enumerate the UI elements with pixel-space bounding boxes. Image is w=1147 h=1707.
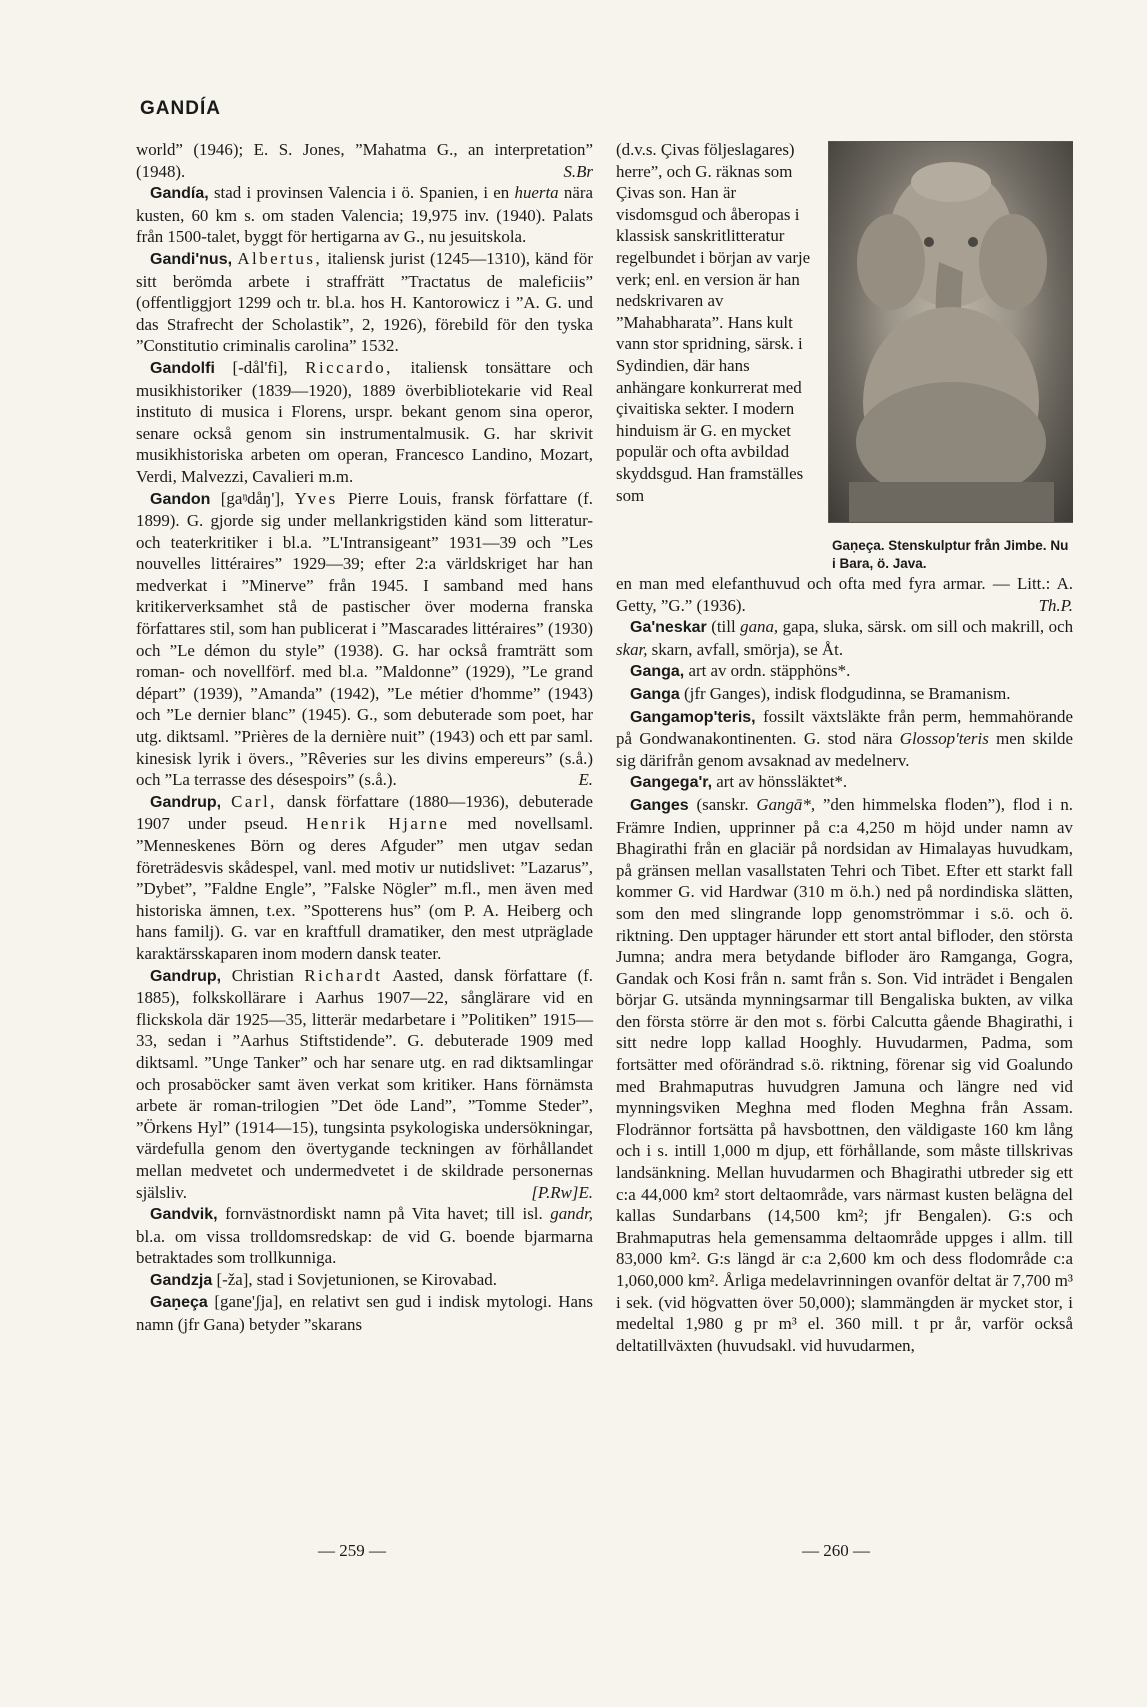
ganesa-entry-continued: (d.v.s. Çivas följeslagares) herre”, och G. räknas som Çivas son. Han är visdomsgud och åberopas i klassisk sanskritlitteratur regelbundet i början av varje verk; enl. en version är han nedskrivaren av ”Mahabharata”. Hans kult vann stor spridning, särsk. i Sydindien, där hans anhängare konkurrerat med çivaitiska sekter. I modern hinduism är G. en mycket populär och ofta avbildad skyddsgud. Han framställes som [616, 140, 811, 505]
entry-gangegar: Gangega'r, art av hönssläktet*. [630, 772, 848, 792]
entry-ganeskar: Ga'neskar (till gana, gapa, sluka, särsk. om sill och makrill, och skar, skarn, avfall, smörja), se Åt. [616, 617, 1074, 659]
headword: Gangega'r, [630, 774, 713, 792]
headword: Gandon [150, 490, 211, 508]
author-signature: [P.Rw]E. [531, 1182, 593, 1202]
headword: Gandzja [150, 1271, 213, 1289]
headword: Gangamop'teris, [630, 708, 756, 726]
headword: Gandrup, [150, 967, 222, 985]
entry-ganga-goddess: Ganga (jfr Ganges), indisk flodgudinna, se Bramanism. [630, 683, 1011, 703]
headword: Ganges [630, 796, 689, 814]
entry-ganga-bird: Ganga, art av ordn. stäpphöns*. [630, 661, 851, 681]
ganesa-entry-end: en man med elefanthuvud och ofta med fyra armar. — Litt.: A. Getty, ”G.” (1936). Th.P. [616, 574, 1073, 615]
headword: Gandolfi [150, 359, 215, 377]
figure-ganesa [828, 141, 1073, 573]
author-signature: Th.P. [1038, 595, 1073, 615]
headword: Ganga [630, 685, 680, 703]
running-head: GANDÍA [140, 98, 221, 119]
entry-ganesa: Gaṇeça [gane'ʃja], en relativt sen gud i indisk mytologi. Hans namn (jfr Gana) betyder ”skarans [136, 1292, 593, 1335]
entry-gandon: Gandon [gaᵑdåŋ'], Yves Pierre Louis, fransk författare (f. 1899). G. gjorde sig under mellankrigstiden känd som litteratur- och teaterkritiker i bl.a. ”L'Intransigeant” 1931—39 och ”Les nouvelles littéraires” 1929—39; efter 2:a världskriget har han medverkat i ”Minerve” från 1945. I samband med hans kritikerverksamhet stå de pastischer över moderna franska författares stil, som han publicerat i ”Mascarades littéraires” (1930) och ”Le démon du style” (1938). G. har också framträtt som roman- och novellförf. med bl.a. ”Maldonne” (1929), ”Le grand départ” (1939), ”Amanda” (1942), ”Le métier d'homme” (1943) och ”Le dernier blanc” (1945). G., som debuterade som poet, har utg. diktsaml. ”Prières de la dernière nuit” (1943) och ett par saml. kinesisk lyrik i övers., ”Rêveries sur les divins empereurs” (s.å.) och ”La terrasse des désespoirs” (s.å.). E. [136, 488, 593, 790]
page-number-left: — 259 — [318, 1541, 386, 1560]
left-column [136, 139, 593, 1336]
ganesa-sculpture-photo [828, 141, 1073, 523]
entry-gandia: Gandía, stad i provinsen Valencia i ö. Spanien, i en huerta nära kusten, 60 km s. om staden Valencia; 19,975 inv. (1940). Palats från 1500-talet, byggt för hertigarna av G., nu jesuitskola. [136, 183, 593, 247]
entry-gandvik: Gandvik, fornvästnordiskt namn på Vita havet; till isl. gandr, bl.a. om vissa trolldomsredskap: de vid G. boende bjarmarna betraktades som trollkunniga. [136, 1204, 593, 1268]
headword: Ganga, [630, 663, 685, 681]
entry-gandrup-carl: Gandrup, Carl, dansk författare (1880—1936), debuterade 1907 under pseud. Henrik Hjarne med novellsaml. ”Menneskenes Börn og deres Afguder” men utgav sedan företrädesvis skådespel, vanl. med motiv ur nutidslivet: ”Lazarus”, ”Dybet”, ”Faldne Engle”, ”Falske Nögler” m.fl., men även med historiska ämnen, t.ex. ”Spotterens hus” (om P. A. Heiberg och hans familj). G. var en kraftfull dramatiker, den mest utpräglade karaktärsskaparen inom modern dansk teater. [136, 791, 593, 963]
author-signature: E. [578, 770, 593, 790]
entry-gandhi-continued: world” (1946); E. S. Jones, ”Mahatma G., an interpretation” (1948). S.Br [136, 140, 593, 181]
headword: Gandvik, [150, 1206, 218, 1224]
entry-gandrup-christian: Gandrup, Christian Richardt Aasted, dansk författare (f. 1885), folkskollärare i Aarhus 1907—22, sånglärare vid en flickskola där 1925—35, litterär medarbetare i ”Politiken” 1915—33, sedan i ”Aarhus Stiftstidende”. G. debuterade 1909 med diktsaml. ”Unge Tanker” och har senare utg. en rad diktsamlingar och prosaböcker samt även verkat som kritiker. Hans förnämsta arbete är roman-trilogien ”Det öde Land”, ”Tomme Steder”, ”Örkens Hyl” (1914—15), tungsinta psykologiska undersökningar, värdefulla genom den övertygande teckningen av förhållandet mellan medvetet och undermedvetet i de skildrade personernas själsliv. [P.Rw]E. [136, 965, 593, 1202]
figure-caption: Gaṇeça. Stenskulptur från Jimbe. Nu i Bara, ö. Java. [832, 538, 1069, 571]
entry-gandolfi: Gandolfi [-dål'fi], Riccardo, italiensk tonsättare och musikhistoriker (1839—1920), 1889 överbibliotekarie vid Real instituto di musica i Florens, urspr. bekant genom sina operor, senare också genom sin instrumentalmusik. G. har skrivit musikhistoriska arbeten om operan, Francesco Landino, Mozart, Verdi, Malvezzi, Cavalieri m.m. [136, 357, 593, 486]
headword: Gandía, [150, 185, 209, 203]
headword: Gandi'nus, [150, 250, 233, 268]
author-signature: S.Br [563, 161, 593, 181]
headword: Gandrup, [150, 793, 222, 811]
figure-block [616, 139, 1073, 573]
entry-gandzja: Gandzja [-ža], stad i Sovjetunionen, se Kirovabad. [150, 1269, 497, 1289]
headword: Ga'neskar [630, 619, 707, 637]
right-column [616, 139, 1073, 1356]
entry-gandinus: Gandi'nus, Albertus, italiensk jurist (1245—1310), känd för sitt berömda arbete i straffrätt ”Tractatus de maleficiis” (offentliggjort 1299 och tr. bl.a. hos H. Kantorowicz i ”A. G. und das Strafrecht der Scholastik”, 2, 1926), förebild för den tyska ”Constitutio criminalis carolina” 1532. [136, 248, 593, 356]
headword: Gaṇeça [150, 1294, 208, 1312]
entry-ganges: Ganges (sanskr. Gangā*, ”den himmelska floden”), flod i n. Främre Indien, upprinner på c:a 4,250 m höjd under namn av Bhagirathi från en glaciär på nordsidan av Himalayas huvudkam, på gränsen mellan vasallstaten Tehri och Tibet. Efter ett starkt fall kommer G. vid Hardwar (310 m ö.h.) ned på nordindiska slätten, som den med slingrande lopp genomströmmar i s.ö. och ö. riktning. Den upptager härunder ett stort antal bifloder, den största Jumna; andra mera betydande bifloder äro Ramganga, Gogra, Gandak och Kosi från n. samt från s. Son. Vid inträdet i Bengalen börjar G. utsända mynningsarmar till Bengaliska bukten, av vilka den första större är den mot s. förbi Calcutta gående Bhagirathi, i sitt nedre lopp kallad Hooghly. Huvudarmen, Padma, som fortsätter med oförändrad s.ö. riktning, förenar sig vid Goalundo med Brahmaputras huvudgren Jamuna och längre ned vid mynningsviken Meghna med floden Meghna från Assam. Flodrännor fortsätta på havsbottnen, den väldigaste 160 km lång och i s. intill 1,000 m djup, ett förhållande, som måste tillskrivas landsänkning. Mellan huvudarmen och Bhagirathi utbreder sig ett c:a 44,000 km² stort deltaområde, vars närmast kusten belägna del kallas Sundarbans (14,500 km²; jfr Bengalen). G:s och Brahmaputras hela gemensamma deltaområde uppges i allm. till 83,000 km². G:s längd är c:a 2,600 km och dess flodområde c:a 1,060,000 km². Årliga medelavrinningen ovanför deltat är 7,700 m³ i sek. (vid högvatten över 50,000); slammängden är mycket stor, i medeltal 1,980 g pr m³ el. 360 mill. t pr år, varför också deltatillväxten (huvudsakl. vid huvudarmen, [616, 794, 1073, 1355]
entry-gangamopteris: Gangamop'teris, fossilt växtsläkte från perm, hemmahörande på Gondwanakontinenten. G. stod nära Glossop'teris men skilde sig därifrån genom avsaknad av medelnerv. [616, 706, 1073, 770]
page-number-right: — 260 — [802, 1541, 870, 1560]
